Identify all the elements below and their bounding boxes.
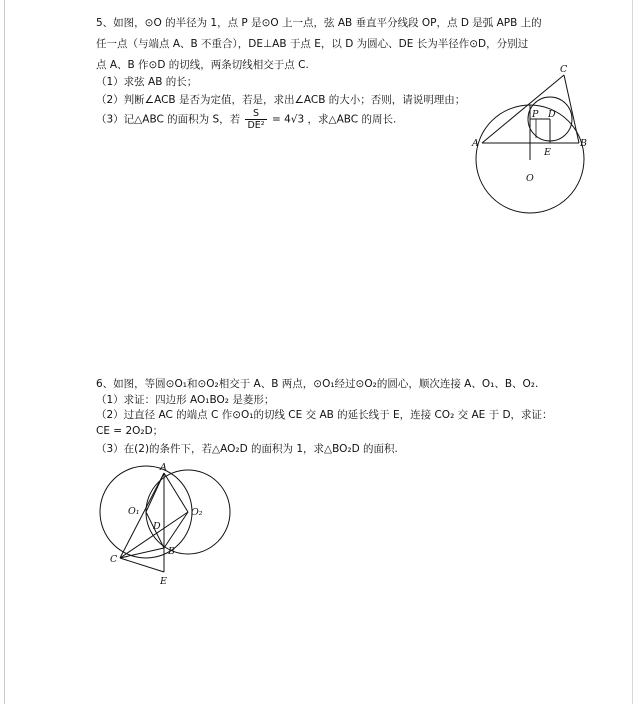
p6-question-2-continued: CE = 2O₂D； xyxy=(96,425,164,437)
p6-label-o2: O₂ xyxy=(191,507,203,518)
p6-line1: 6、如图，等圆⊙O₁和⊙O₂相交于 A、B 两点，⊙O₁经过⊙O₂的圆心，顺次连接 A、O₁、B、O₂. xyxy=(96,378,539,390)
p5-label-d: D xyxy=(548,109,556,120)
p5-label-o: O xyxy=(526,173,534,184)
p5-label-b: B xyxy=(580,138,587,149)
p5-line1: 5、如图，⊙O 的半径为 1，点 P 是⊙O 上一点，弦 AB 垂直平分线段 OP，点 D 是弧 APB 上的 xyxy=(96,17,542,29)
p6-diameter-ac xyxy=(120,473,164,558)
p6-label-e: E xyxy=(160,576,167,587)
p6-side-ao2 xyxy=(164,473,188,512)
p5-label-a: A xyxy=(472,138,479,149)
p6-question-1: （1）求证：四边形 AO₁BO₂ 是菱形； xyxy=(96,394,275,406)
p6-question-2: （2）过直径 AC 的端点 C 作⊙O₁的切线 CE 交 AB 的延长线于 E，连接 CO₂ 交 AE 于 D，求证： xyxy=(96,409,553,421)
p5-q3-numerator: S xyxy=(245,108,266,120)
p5-question-3 xyxy=(96,108,396,131)
p6-label-a: A xyxy=(160,462,167,473)
p5-q3-equation: = 4√3 xyxy=(271,113,305,126)
p6-tangent-ce xyxy=(120,558,164,572)
p5-q3-prefix: （3）记△ABC 的面积为 S，若 xyxy=(96,113,241,126)
p6-figure xyxy=(98,460,238,590)
p6-label-d: D xyxy=(153,521,161,532)
p5-question-2: （2）判断∠ACB 是否为定值，若是，求出∠ACB 的大小；否则，请说明理由； xyxy=(96,94,466,106)
p5-label-p: P xyxy=(532,109,539,120)
p6-label-o1: O₁ xyxy=(128,506,140,517)
p5-tangent-bc xyxy=(564,75,579,143)
p5-label-c: C xyxy=(560,64,568,75)
p5-q3-fraction xyxy=(245,108,266,131)
p6-label-c: C xyxy=(110,554,118,565)
p6-side-o2b xyxy=(164,512,188,548)
p5-q3-denominator: DE² xyxy=(247,120,265,131)
page-border-right xyxy=(632,0,633,704)
p5-line2: 任一点（与端点 A、B 不重合），DE⊥AB 于点 E，以 D 为圆心、DE 长为半径作⊙D，分别过 xyxy=(96,38,529,50)
p6-question-3: （3）在(2)的条件下，若△AO₂D 的面积为 1，求△BO₂D 的面积. xyxy=(96,443,398,455)
page-border-left xyxy=(4,0,5,704)
p5-figure xyxy=(470,62,600,227)
p6-label-b: B xyxy=(168,546,175,557)
p6-side-ao1 xyxy=(146,473,164,512)
p5-q3-suffix: ，求△ABC 的周长. xyxy=(307,113,397,126)
p5-label-e: E xyxy=(544,147,551,158)
p5-question-1: （1）求弦 AB 的长； xyxy=(96,76,198,88)
p5-line3: 点 A、B 作⊙D 的切线，两条切线相交于点 C. xyxy=(96,59,309,71)
p6-segment-co2 xyxy=(120,512,188,558)
